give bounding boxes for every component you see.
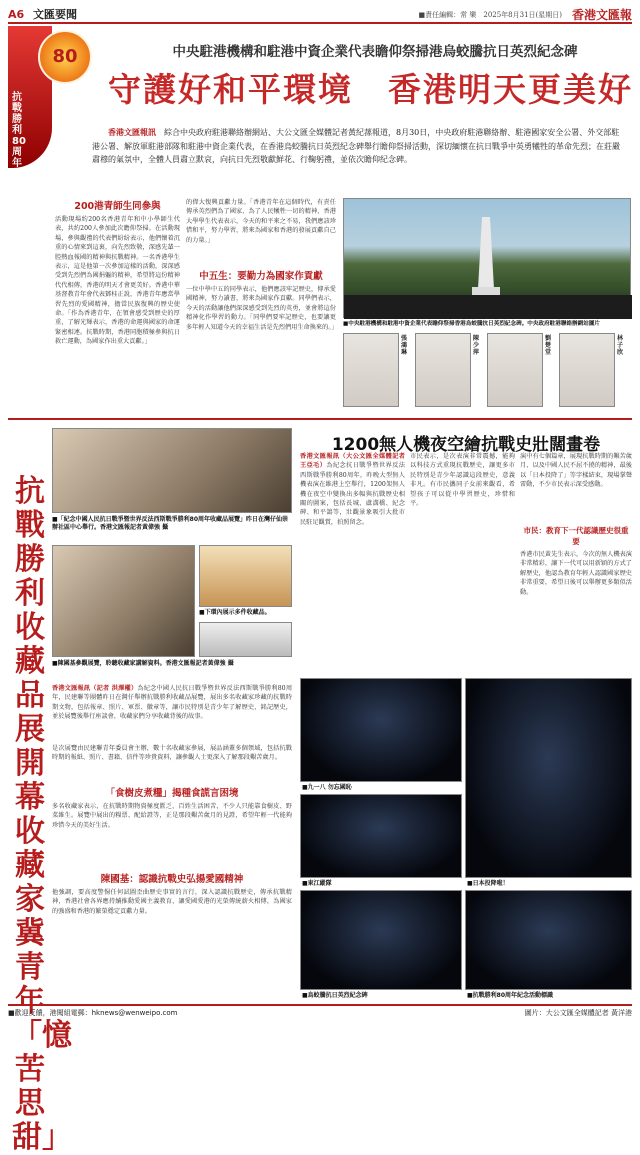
story1-col2-text: 的偉大復興貢獻力量。「香港青年在這個時代，有責任傳承英烈們為了國家、為了人民犧牲一切的精神，香港大學學生代表表示，今天的和平來之不易，我們應該珍惜和平，努力學習，將來為國家和香港的發展貢獻自己的力量。」 (186, 199, 336, 244)
page-number: A6 (8, 8, 25, 21)
portrait-1-name: 張鴻琳 (401, 335, 408, 356)
story3-col1: 香港文匯報訊（大公文匯全媒體記者 王亞毛）為紀念抗日戰爭暨世界反法西斯戰爭勝利80周年，昨晚大型無人機表演在維港上空舉行，1200架無人機在夜空中變換出多幅與抗戰歷史相關的圖案，包括長城、盧溝橋、紀念碑、和平鴿等，壯觀景象吸引大批市民駐足觀賞，拍照留念。 (300, 453, 406, 526)
document-photo (199, 622, 292, 657)
portrait-1 (343, 333, 399, 407)
portrait-3-name: 劉楚堂 (545, 335, 552, 356)
story1-sub1: 200港青師生同參與 (74, 201, 161, 212)
collectible-caption: ■下環內展示多件收藏品。 (199, 609, 271, 616)
story1-headline: 守護好和平環境 香港明天更美好 (108, 70, 633, 109)
story2-body2: 是次展覽由民建聯青年委員會主辦，數十名收藏家參展，展品涵蓋多個領域，包括抗戰時期的報紙、照片、書籍、信件等珍貴資料，讓參觀人士更深入了解那段艱苦歲月。 (52, 745, 292, 762)
ribbon-label: 抗戰勝利80周年 (12, 92, 26, 169)
story1-col1-text: 活動現場約200名香港青年和中小學師生代表，共約200人參加此次瞻仰祭掃。在活動現場，參與觀禮的代表們紛紛表示，他們懷着沉重的心情來到這裏，向先烈致敬，深感先輩一腔熱血報國的精神與抗戰精神。一名香港學生表示，這是他第一次參加這樣的活動，深深感受到先烈們為國捐軀的精神，希望將這份精神代代相傳，香港的明天才會更美好。香港中華基督教青年會代表鄧桂正說，香港青年應當學習先烈的愛國精神，擔當民族復興的歷史使命。「作為香港青年，在領會感受到歷史的厚重，了解光輝表示，香港的命運與國家的命運緊密相連。抗戰時期，香港同胞積極參與抗日救亡運動，為國家作出重大貢獻。」 (55, 216, 180, 346)
story2-vertical-title: 抗戰勝利收藏品展開幕 收藏家冀青年「憶苦思甜」 (12, 474, 75, 1155)
section-divider (8, 418, 632, 420)
story3-col2: 市民表示，是次表演非常震撼，能夠以科技方式重現抗戰歷史，讓更多市民特別是青少年認識這段歷史，意義非凡。有市民攜同子女前來觀看，希望孩子可以從中學習歷史，珍惜和平。 (410, 453, 515, 508)
feedback-note: ■歡迎反饋，港聞組電郵：hknews@wenweipo.com (8, 1009, 178, 1017)
story2-body4: 他強調，要高度警惕任何試圖歪曲歷史事實的言行，深入認識抗戰歷史，傳承抗戰精神，香港社會各界應持續推動愛國主義教育，讓愛國愛港的光榮傳統薪火相傳，為國家的強盛和香港的繁榮穩定貢獻力量。 (52, 889, 292, 915)
drone-photo-2 (465, 678, 632, 878)
story2-sub2: 陳國基：認識抗戰史弘揚愛國精神 (100, 874, 244, 885)
story1-col1 (55, 198, 180, 425)
story3-col3-text: 演中有七個篇章，展現抗戰時期的艱苦歲月，以及中國人民不屈不撓的精神，最後以「日本投降了」等字樣結束，現場掌聲雷動，不少市民表示深受感動。 (520, 453, 632, 489)
drone-caption-5: ■抗戰勝利80周年紀念活動標識 (467, 992, 554, 999)
drone-photo-1 (300, 678, 462, 782)
visit-caption: ■陳國基參觀展覽，聆聽收藏家講解資料。香港文匯報記者黃偉強 攝 (52, 660, 234, 667)
drone-caption-2: ■東江縱隊 (302, 880, 332, 887)
story1-col2 (186, 198, 336, 413)
drone-caption-3: ■日本投降啦！ (467, 880, 509, 887)
story2-body3: 多名收藏家表示，在抗戰時期物資極度匱乏，百姓生活困苦，不少人只能靠食樹皮、野菜維生。展覽中展出的糧票、配給證等，正是那段艱苦歲月的見證，希望年輕一代能夠珍惜今天的美好生活。 (52, 803, 292, 829)
portrait-2-name: 陳少萍 (473, 335, 480, 356)
portrait-4 (559, 333, 615, 407)
story2-lead: 香港文匯報訊（記者 洪澤權）為紀念中國人民抗日戰爭暨世界反法西斯戰爭勝利80周年，民建聯等團體昨日在灣仔舉辦抗戰勝利收藏品展覽，展出多名收藏家珍藏的抗戰時期文物，包括報章、照片、軍票、徽章等，讓市民特別是青少年了解歷史、銘記歷史，並於展覽後舉行座談會，收藏家們分享收藏背後的故事。 (52, 685, 292, 721)
story3-col4-text: 香港市民黃先生表示，今次的無人機表演非常精彩，讓下一代可以用新穎的方式了解歷史，他認為教育年輕人認識國家歷史非常重要，希望日後可以舉辦更多類似活動。 (520, 551, 632, 596)
exhibition-hall-photo (52, 428, 292, 513)
drone-photo-4 (300, 890, 462, 990)
drone-photo-3 (300, 794, 462, 878)
portrait-strip (343, 333, 633, 411)
story2-body (52, 684, 292, 993)
story2-sub1: 「食樹皮煮糧」揭種食謊言困境 (105, 788, 239, 799)
story1-lead: 香港文匯報訊 綜合中央政府駐港聯絡辦網站、大公文匯全媒體記者黃紀蓀報道，8月30日，中央政府駐港聯絡辦、駐港國家安全公署、外交部駐港公署、解放軍駐港部隊和駐港中資企業代表，在香港烏蛟騰抗日英烈紀念碑舉行瞻仰祭掃活動，深切緬懷在抗日戰爭中英勇犧牲的革命先烈；在莊嚴肅穆的氣氛中，全體人員肅立默哀，向抗日先烈敬獻鮮花、行鞠躬禮，並依次瞻仰紀念碑。 (92, 127, 620, 164)
story3-headline: 1200無人機夜空繪抗戰史壯闊畫卷 (331, 435, 601, 455)
story3-col3 (520, 452, 632, 680)
visit-photo (52, 545, 195, 657)
portrait-2 (415, 333, 471, 407)
photo-credit: 圖片：大公文匯全媒體記者 黃洋港 (524, 1009, 632, 1017)
memorial-illustration (344, 199, 632, 319)
page-footer (8, 1004, 632, 1018)
collectible-photo (199, 545, 292, 607)
exhibition-caption: ■「紀念中國人民抗日戰爭暨世界反法西斯戰爭勝利80周年收藏品展覽」昨日在灣仔仙崇辦社區中心舉行。香港文匯報記者黃偉強 攝 (52, 516, 289, 531)
story1-kicker: 中央駐港機構和駐港中資企業代表瞻仰祭掃港烏蛟騰抗日英烈紀念碑 (172, 44, 578, 60)
drone-caption-4: ■烏蛟騰抗日英烈紀念碑 (302, 992, 368, 999)
memorial-caption: ■中央駐港機構和駐港中資企業代表瞻仰祭掃香港烏蛟騰抗日英烈紀念碑。中央政府駐港聯絡辦網站圖片 (343, 321, 601, 327)
drone-caption-1: ■九一八 勿忘國恥 (302, 784, 352, 791)
section-name: 文匯要聞 (33, 8, 78, 21)
editor-and-date: ■責任編輯：常 樂 2025年8月31日(星期日) (418, 11, 562, 19)
page-header (8, 6, 632, 24)
story3-sub1: 市民：教育下一代認識歷史很重要 (523, 526, 629, 546)
memorial-photo (343, 198, 631, 318)
anniversary-emblem: 80 (38, 30, 92, 84)
portrait-3 (487, 333, 543, 407)
story1-sub2: 中五生：要勤力為國家作貢獻 (199, 271, 323, 282)
portrait-4-name: 林子欣 (617, 335, 624, 356)
drone-photo-5 (465, 890, 632, 990)
paper-logo: 香港文匯報 (571, 8, 632, 22)
story1-col3-text: 一位中學中五的同學表示，他們應該牢記歷史，傳承愛國精神，努力讀書，將來為國家作貢獻。同學們表示，今天的活動讓他們深深感受到先烈的英勇，並會將這份精神化作學習的動力。「同學們要牢記歷史，也要讓更多年輕人知道今天的幸福生活是先烈們用生命換來的。」 (186, 286, 338, 331)
